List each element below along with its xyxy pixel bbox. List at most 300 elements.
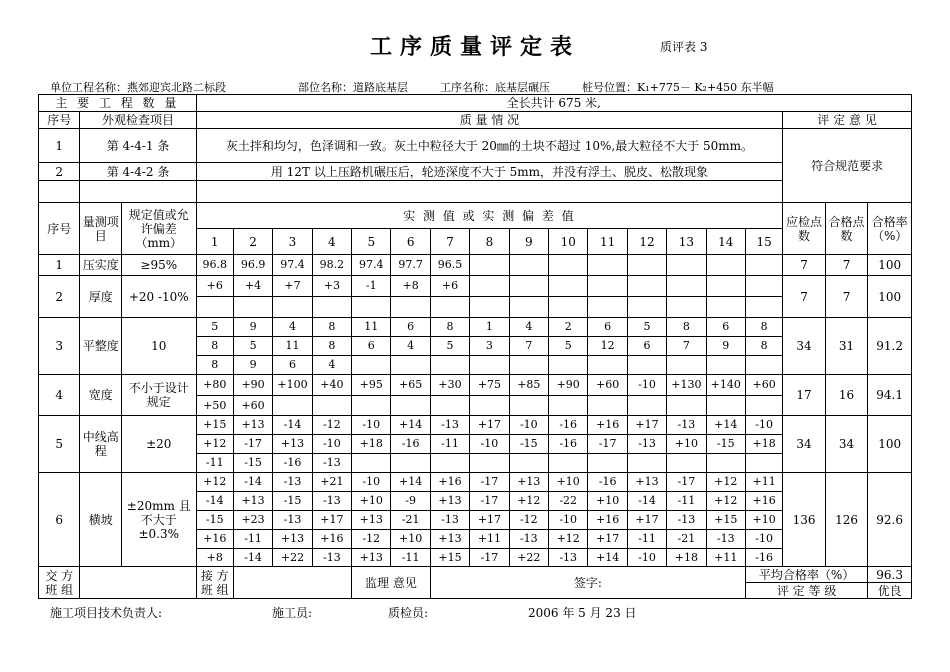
measured-value [745, 255, 782, 276]
item-no: 6 [39, 473, 80, 567]
measured-value: +16 [430, 473, 469, 492]
measured-value: +23 [233, 511, 272, 530]
measured-value: 9 [706, 337, 745, 356]
appearance-row-no: 2 [39, 163, 80, 181]
measured-value: +95 [352, 375, 391, 396]
measured-value: +16 [196, 530, 233, 549]
value-index-header: 10 [549, 229, 588, 255]
measured-value: 6 [273, 356, 312, 375]
appearance-evaluation: 符合规范要求 [783, 129, 912, 203]
table-row [39, 255, 912, 276]
measured-value [352, 396, 391, 416]
measured-value: -22 [549, 492, 588, 511]
measured-value: -17 [470, 492, 509, 511]
value-index-header: 4 [312, 229, 351, 255]
measured-value: 8 [430, 318, 469, 337]
value-index-header: 14 [706, 229, 745, 255]
measured-value: -11 [627, 530, 666, 549]
measured-value: 5 [196, 318, 233, 337]
value-index-header: 9 [509, 229, 548, 255]
measured-value: +10 [352, 492, 391, 511]
measured-value: +12 [706, 492, 745, 511]
measured-value [549, 276, 588, 297]
item-spec: ±20 [121, 416, 196, 473]
measured-value: -17 [588, 435, 627, 454]
measured-value: 6 [627, 337, 666, 356]
measured-value: +22 [509, 549, 548, 567]
pass-points: 31 [825, 318, 868, 375]
item-no: 1 [39, 255, 80, 276]
blank-cell [80, 181, 196, 203]
item-spec: +20 -10% [121, 276, 196, 318]
measured-value: -10 [312, 435, 351, 454]
main-quantity-label: 主 要 工 程 数 量 [39, 95, 197, 112]
pass-rate: 100 [868, 416, 912, 473]
item-name: 中线高程 [80, 416, 121, 473]
measured-value [549, 454, 588, 473]
measured-value: 6 [588, 318, 627, 337]
measured-value: +30 [430, 375, 469, 396]
measured-value: +16 [312, 530, 351, 549]
measured-value: -12 [312, 416, 351, 435]
measured-value: -10 [627, 549, 666, 567]
measured-value: +10 [391, 530, 430, 549]
measured-value: 96.8 [196, 255, 233, 276]
quality-status-header: 质 量 情 况 [196, 112, 783, 129]
check-points-header: 应检点数 [783, 203, 826, 255]
measured-value: -13 [273, 511, 312, 530]
measured-value [667, 297, 706, 318]
signature-label: 签字: [430, 567, 745, 599]
measured-value [627, 255, 666, 276]
value-index-header: 15 [745, 229, 782, 255]
measured-value: +13 [273, 435, 312, 454]
measured-value: +3 [312, 276, 351, 297]
measured-value: 8 [745, 318, 782, 337]
measured-value: -15 [233, 454, 272, 473]
measured-value: +7 [273, 276, 312, 297]
measured-value: 8 [745, 337, 782, 356]
value-index-header: 6 [391, 229, 430, 255]
measured-value: -14 [196, 492, 233, 511]
measured-value: +14 [588, 549, 627, 567]
measured-value: +50 [196, 396, 233, 416]
measured-value [745, 396, 782, 416]
measured-value: -16 [549, 416, 588, 435]
measured-value: 6 [352, 337, 391, 356]
measured-value: -16 [745, 549, 782, 567]
main-quantity-value: 全长共计 675 米, [196, 95, 911, 112]
measured-value: +12 [549, 530, 588, 549]
pass-rate-header: 合格率（%） [868, 203, 912, 255]
measured-values-header: 实 测 值 或 实 测 偏 差 值 [196, 203, 783, 229]
item-no: 2 [39, 276, 80, 318]
measured-value: +11 [745, 473, 782, 492]
measured-value: +13 [233, 416, 272, 435]
measured-value: 9 [233, 318, 272, 337]
measured-value [391, 454, 430, 473]
measured-value: -13 [627, 435, 666, 454]
measured-value [706, 356, 745, 375]
measured-value [549, 297, 588, 318]
measured-value: 11 [273, 337, 312, 356]
measured-value: +80 [196, 375, 233, 396]
measured-value [549, 356, 588, 375]
measured-value: 8 [312, 318, 351, 337]
check-points: 136 [783, 473, 826, 567]
measured-value [273, 396, 312, 416]
measured-value: +22 [273, 549, 312, 567]
appearance-row-desc: 灰土拌和均匀，色泽调和一致。灰土中粒径大于 20㎜的土块不超过 10%,最大粒径不大于 50mm。 [196, 129, 783, 163]
measured-value: -14 [233, 549, 272, 567]
measured-value: 4 [391, 337, 430, 356]
measured-value [745, 276, 782, 297]
measured-value: 4 [273, 318, 312, 337]
measured-value [627, 297, 666, 318]
measured-value: -13 [706, 530, 745, 549]
measured-value: 1 [470, 318, 509, 337]
measured-value: -14 [627, 492, 666, 511]
measured-value: 98.2 [312, 255, 351, 276]
measured-value: 5 [430, 337, 469, 356]
item-spec: 10 [121, 318, 196, 375]
measured-value: +13 [430, 530, 469, 549]
value-index-header: 7 [430, 229, 469, 255]
measured-value: +13 [233, 492, 272, 511]
quality-table [38, 94, 912, 599]
measured-value: -12 [509, 511, 548, 530]
measured-value [470, 396, 509, 416]
measure-item-header: 量测项目 [80, 203, 121, 255]
measured-value: +12 [196, 435, 233, 454]
measured-value [627, 454, 666, 473]
measured-value: +10 [588, 492, 627, 511]
measured-value: 97.4 [352, 255, 391, 276]
measured-value: -11 [196, 454, 233, 473]
measured-value: -1 [352, 276, 391, 297]
receiver-team-label: 接 方 班 组 [196, 567, 233, 599]
table-row [39, 416, 912, 435]
measured-value: 96.9 [233, 255, 272, 276]
measured-value: +18 [352, 435, 391, 454]
measured-value: 4 [509, 318, 548, 337]
measured-value: 8 [312, 337, 351, 356]
item-spec: ≥95% [121, 255, 196, 276]
measured-value: -13 [667, 416, 706, 435]
measured-value: +17 [588, 530, 627, 549]
measure-no-header: 序号 [39, 203, 80, 255]
measured-value: +10 [549, 473, 588, 492]
measured-value [233, 297, 272, 318]
item-spec: ±20mm 且不大于±0.3% [121, 473, 196, 567]
measured-value: +130 [667, 375, 706, 396]
station-position: 桩号位置：K₁+775－ K₂+450 东半幅 [582, 81, 774, 94]
measured-value [470, 297, 509, 318]
item-no: 3 [39, 318, 80, 375]
measured-value: -16 [549, 435, 588, 454]
measured-value [509, 356, 548, 375]
measured-value: 97.4 [273, 255, 312, 276]
measured-value: -11 [667, 492, 706, 511]
measured-value: +17 [470, 511, 509, 530]
measured-value: 7 [509, 337, 548, 356]
item-name: 厚度 [80, 276, 121, 318]
measured-value: -15 [706, 435, 745, 454]
measured-value: +13 [627, 473, 666, 492]
measured-value: -10 [745, 530, 782, 549]
value-index-header: 2 [233, 229, 272, 255]
measured-value: 6 [706, 318, 745, 337]
item-name: 横坡 [80, 473, 121, 567]
supervisor-label: 监理 意见 [352, 567, 431, 599]
value-index-header: 3 [273, 229, 312, 255]
measured-value: +16 [588, 416, 627, 435]
measured-value: 7 [667, 337, 706, 356]
measured-value: +60 [233, 396, 272, 416]
measured-value [588, 396, 627, 416]
measured-value [509, 396, 548, 416]
measured-value: +15 [196, 416, 233, 435]
measured-value: 5 [233, 337, 272, 356]
measured-value: -17 [667, 473, 706, 492]
item-no: 4 [39, 375, 80, 416]
measured-value [509, 255, 548, 276]
measured-value [667, 454, 706, 473]
measured-value: -10 [627, 375, 666, 396]
item-no: 5 [39, 416, 80, 473]
measured-value: +90 [233, 375, 272, 396]
measured-value [706, 454, 745, 473]
unit-project: 单位工程名称：燕郊迎宾北路二标段 [50, 81, 226, 94]
measured-value: -16 [391, 435, 430, 454]
pass-rate: 92.6 [868, 473, 912, 567]
signoff-row [39, 567, 912, 583]
appearance-row-desc: 用 12T 以上压路机碾压后，轮迹深度不大于 5mm，并没有浮土、脱皮、松散现象 [196, 163, 783, 181]
measured-value: +140 [706, 375, 745, 396]
measured-value: -13 [667, 511, 706, 530]
check-points: 34 [783, 318, 826, 375]
check-points: 34 [783, 416, 826, 473]
item-name: 平整度 [80, 318, 121, 375]
measured-value: -15 [196, 511, 233, 530]
measured-value: -10 [549, 511, 588, 530]
part-name: 部位名称：道路底基层 [298, 81, 408, 94]
worker-label: 施工员: [272, 606, 313, 620]
measured-value: 3 [470, 337, 509, 356]
value-index-header: 11 [588, 229, 627, 255]
measured-value: -10 [745, 416, 782, 435]
measured-value [627, 356, 666, 375]
measured-value [509, 297, 548, 318]
tech-lead-label: 施工项目技术负责人: [50, 606, 163, 620]
measured-value: +13 [430, 492, 469, 511]
measured-value: +12 [509, 492, 548, 511]
measured-value [391, 356, 430, 375]
appearance-row-item: 第 4-4-2 条 [80, 163, 196, 181]
measured-value: -11 [391, 549, 430, 567]
measured-value [196, 297, 233, 318]
measured-value: -13 [430, 416, 469, 435]
measured-value [627, 276, 666, 297]
measured-value [706, 276, 745, 297]
measured-value: +21 [312, 473, 351, 492]
grade-value: 优良 [868, 583, 912, 599]
measured-value: +12 [706, 473, 745, 492]
measured-value [509, 454, 548, 473]
measured-value: -15 [273, 492, 312, 511]
spec-header: 规定值或允许偏差（mm） [121, 203, 196, 255]
measured-value: 8 [196, 337, 233, 356]
measured-value: -10 [509, 416, 548, 435]
measured-value: -13 [312, 454, 351, 473]
measured-value: -16 [273, 454, 312, 473]
measured-value [391, 396, 430, 416]
measured-value: +60 [588, 375, 627, 396]
measured-value: -13 [312, 492, 351, 511]
pass-rate: 100 [868, 276, 912, 318]
measured-value [549, 396, 588, 416]
measured-value: +17 [312, 511, 351, 530]
measured-value: -13 [549, 549, 588, 567]
receiver-team-value [233, 567, 351, 599]
table-row [39, 375, 912, 396]
measured-value [430, 356, 469, 375]
measured-value [470, 454, 509, 473]
measured-value: -10 [352, 473, 391, 492]
pass-points: 34 [825, 416, 868, 473]
appearance-item-header: 外观检查项目 [80, 112, 196, 129]
page-title: 工序质量评定表 [369, 34, 580, 60]
pass-rate: 100 [868, 255, 912, 276]
measured-value [430, 297, 469, 318]
measured-value: -13 [509, 530, 548, 549]
measured-value: -15 [509, 435, 548, 454]
measured-value: +8 [391, 276, 430, 297]
blank-cell [196, 181, 783, 203]
appearance-no-header: 序号 [39, 112, 80, 129]
measured-value: +14 [391, 416, 430, 435]
measured-value: 5 [627, 318, 666, 337]
measured-value [509, 276, 548, 297]
value-index-header: 1 [196, 229, 233, 255]
measured-value: 12 [588, 337, 627, 356]
measured-value: -12 [352, 530, 391, 549]
measured-value: +13 [273, 530, 312, 549]
value-index-header: 13 [667, 229, 706, 255]
measured-value [352, 356, 391, 375]
table-row [39, 473, 912, 492]
value-index-header: 8 [470, 229, 509, 255]
measured-value [312, 396, 351, 416]
measured-value: -11 [430, 435, 469, 454]
measured-value [627, 396, 666, 416]
form-number: 质评表 3 [660, 40, 708, 54]
check-points: 7 [783, 255, 826, 276]
pass-points: 7 [825, 255, 868, 276]
measured-value [745, 356, 782, 375]
blank-cell [39, 181, 80, 203]
measured-value [588, 454, 627, 473]
measured-value [588, 276, 627, 297]
average-rate-value: 96.3 [868, 567, 912, 583]
measured-value: 4 [312, 356, 351, 375]
measured-value: 5 [549, 337, 588, 356]
value-index-header: 12 [627, 229, 666, 255]
measured-value: 9 [233, 356, 272, 375]
measured-value: +13 [352, 511, 391, 530]
pass-points: 16 [825, 375, 868, 416]
measured-value [352, 454, 391, 473]
measured-value: 2 [549, 318, 588, 337]
measured-value: +16 [745, 492, 782, 511]
measured-value: -13 [273, 473, 312, 492]
measured-value: 6 [391, 318, 430, 337]
measured-value [352, 297, 391, 318]
pass-points: 126 [825, 473, 868, 567]
measured-value: +18 [667, 549, 706, 567]
measured-value: +15 [706, 511, 745, 530]
date-text: 2006 年 5 月 23 日 [528, 606, 637, 620]
handover-team-value [80, 567, 196, 599]
measured-value: -11 [233, 530, 272, 549]
measured-value [667, 396, 706, 416]
check-points: 7 [783, 276, 826, 318]
measured-value: 8 [196, 356, 233, 375]
measured-value: -13 [430, 511, 469, 530]
measured-value: -17 [233, 435, 272, 454]
measured-value: -9 [391, 492, 430, 511]
measured-value: +8 [196, 549, 233, 567]
process-name: 工序名称：底基层碾压 [440, 81, 550, 94]
measured-value: +100 [273, 375, 312, 396]
measured-value: +6 [430, 276, 469, 297]
measured-value: -16 [588, 473, 627, 492]
pass-points: 7 [825, 276, 868, 318]
measured-value: +17 [627, 416, 666, 435]
measured-value: +16 [588, 511, 627, 530]
measured-value: +65 [391, 375, 430, 396]
measured-value [430, 396, 469, 416]
item-name: 宽度 [80, 375, 121, 416]
measured-value: -21 [667, 530, 706, 549]
measured-value: +60 [745, 375, 782, 396]
table-row [39, 276, 912, 297]
measured-value [588, 255, 627, 276]
measured-value [430, 454, 469, 473]
measured-value: +6 [196, 276, 233, 297]
measured-value: +4 [233, 276, 272, 297]
measured-value: -17 [470, 473, 509, 492]
measured-value: -14 [233, 473, 272, 492]
measured-value [273, 297, 312, 318]
measured-value [745, 454, 782, 473]
measured-value [667, 356, 706, 375]
measured-value [667, 276, 706, 297]
measured-value: +15 [430, 549, 469, 567]
measured-value: -14 [273, 416, 312, 435]
item-spec: 不小于设计规定 [121, 375, 196, 416]
measured-value: -10 [352, 416, 391, 435]
measured-value: +18 [745, 435, 782, 454]
measured-value: 8 [667, 318, 706, 337]
table-row [39, 318, 912, 337]
appearance-row-no: 1 [39, 129, 80, 163]
grade-label: 评 定 等 级 [745, 583, 867, 599]
item-name: 压实度 [80, 255, 121, 276]
measured-value [470, 356, 509, 375]
measured-value: +11 [470, 530, 509, 549]
value-index-header: 5 [352, 229, 391, 255]
